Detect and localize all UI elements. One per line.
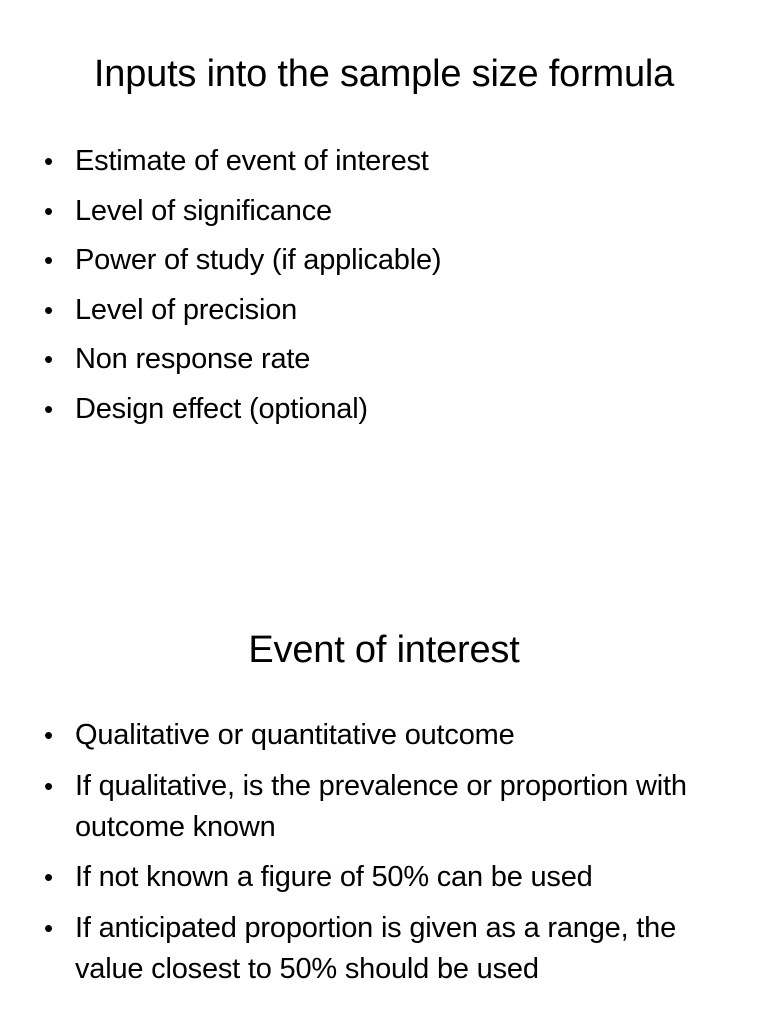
list-item — [44, 908, 704, 990]
list-item — [44, 715, 704, 756]
bullet-list — [44, 715, 704, 999]
bullet-icon: • — [44, 393, 53, 424]
slide-event-of-interest — [0, 512, 768, 1024]
list-item-text: Level of significance — [75, 194, 332, 227]
list-item — [44, 857, 704, 898]
bullet-icon: • — [44, 294, 53, 325]
bullet-icon: • — [44, 245, 53, 275]
list-item — [44, 766, 704, 848]
bullet-icon: • — [44, 344, 53, 374]
bullet-list — [44, 141, 704, 438]
list-item — [44, 240, 704, 280]
bullet-icon: • — [44, 862, 53, 892]
list-item-text: Estimate of event of interest — [75, 145, 429, 177]
list-item-text: Level of precision — [75, 293, 298, 326]
bullet-icon: • — [44, 195, 53, 226]
slide-title: Event of interest — [248, 629, 520, 671]
list-item-text: If qualitative, is the prevalence or proportion with outcome known — [75, 769, 687, 843]
bullet-icon: • — [44, 912, 53, 943]
list-item — [44, 290, 704, 330]
bullet-icon: • — [44, 770, 53, 801]
bullet-icon: • — [44, 720, 53, 750]
bullet-icon: • — [44, 146, 53, 176]
list-item — [44, 141, 704, 181]
list-item-text: Qualitative or quantitative outcome — [75, 719, 515, 751]
slide-title: Inputs into the sample size formula — [93, 53, 675, 95]
list-item — [44, 339, 704, 379]
list-item-text: If not known a figure of 50% can be used — [75, 861, 593, 893]
list-item-text: Power of study (if applicable) — [75, 244, 442, 276]
list-item-text: Non response rate — [75, 343, 311, 375]
list-item-text: If anticipated proportion is given as a range, the value closest to 50% should be used — [75, 911, 676, 985]
list-item-text: Design effect (optional) — [75, 392, 368, 425]
list-item — [44, 191, 704, 231]
list-item — [44, 389, 704, 429]
